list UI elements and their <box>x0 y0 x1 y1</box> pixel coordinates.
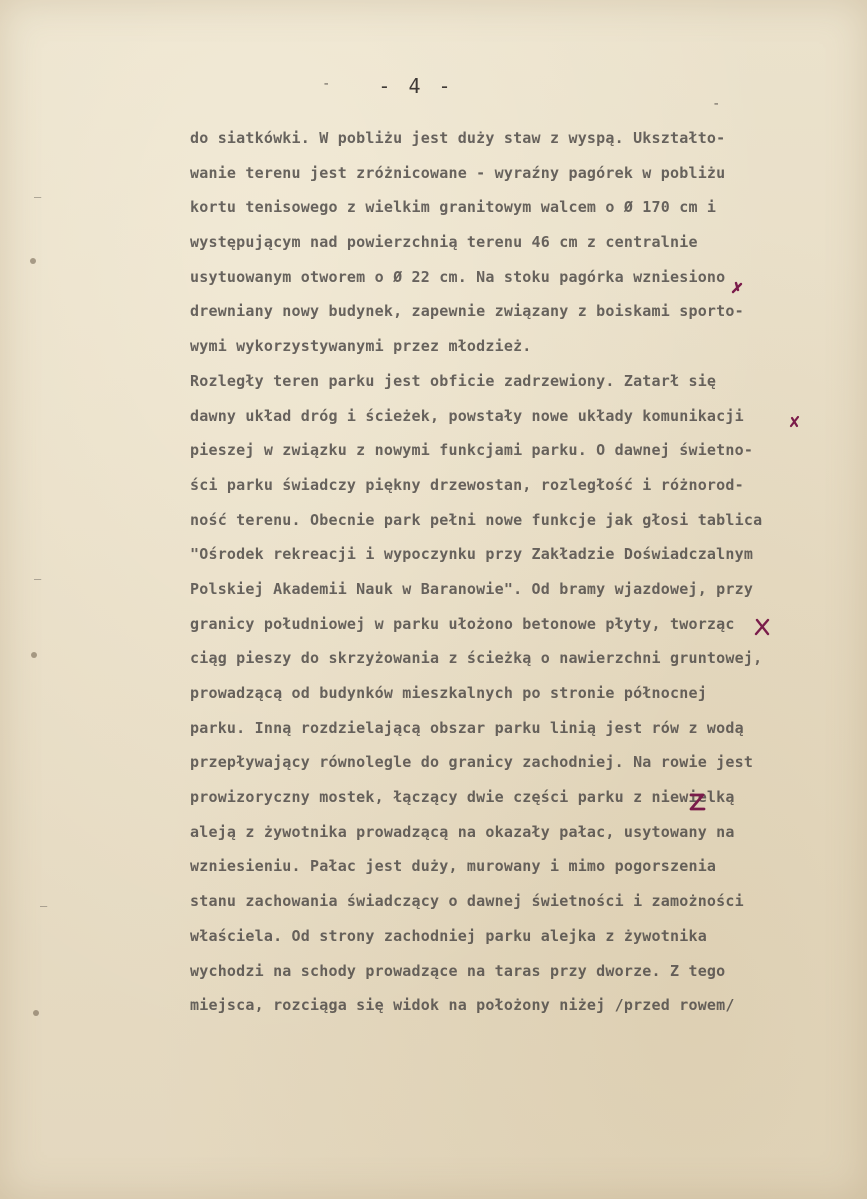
text-line: przepływający równolegle do granicy zachodniej. Na rowie jest <box>190 753 754 772</box>
text-line: wychodzi na schody prowadzące na taras przy dworze. Z tego <box>190 961 726 980</box>
text-line: ści parku świadczy piękny drzewostan, rozległość i różnorod- <box>190 475 744 494</box>
margin-tick: ‾ <box>34 196 42 210</box>
text-line: dawny układ dróg i ścieżek, powstały nowe układy komunikacji <box>190 406 744 425</box>
text-line: Rozległy teren parku jest obficie zadrzewiony. Zatarł się <box>190 371 717 390</box>
text-line: wymi wykorzystywanymi przez młodzież. <box>190 337 532 356</box>
text-line: ność terenu. Obecnie park pełni nowe funkcje jak głosi tablica <box>190 510 763 529</box>
margin-tick: ‾ <box>40 905 48 919</box>
text-line: drewniany nowy budynek, zapewnie związany z boiskami sporto- <box>190 302 744 321</box>
text-line: "Ośrodek rekreacji i wypoczynku przy Zakładzie Doświadczalnym <box>190 545 754 564</box>
text-line: pieszej w związku z nowymi funkcjami parku. O dawnej świetno- <box>190 441 754 460</box>
punch-hole-mark <box>33 1010 39 1016</box>
text-line: parku. Inną rozdzielającą obszar parku linią jest rów z wodą <box>190 718 744 737</box>
text-line: granicy południowej w parku ułożono betonowe płyty, tworząc <box>190 614 735 633</box>
text-line: prowizoryczny mostek, łączący dwie części parku z niewielką <box>190 788 735 807</box>
text-line: wanie terenu jest zróżnicowane - wyraźny pagórek w pobliżu <box>190 163 726 182</box>
text-line: wzniesieniu. Pałac jest duży, murowany i mimo pogorszenia <box>190 857 717 876</box>
text-line: właściela. Od strony zachodniej parku alejka z żywotnika <box>190 926 707 945</box>
body-text <box>190 121 840 1023</box>
text-line: Polskiej Akademii Nauk w Baranowie". Od bramy wjazdowej, przy <box>190 579 754 598</box>
text-line: występującym nad powierzchnią terenu 46 cm z centralnie <box>190 233 698 252</box>
text-line: usytuowanym otworem o Ø 22 cm. Na stoku pagórka wzniesiono <box>190 267 726 286</box>
margin-tick: ‾ <box>34 578 42 592</box>
text-line: do siatkówki. W pobliżu jest duży staw z wyspą. Ukształto- <box>190 129 726 147</box>
page-number: - 4 - <box>378 74 454 98</box>
text-line: ciąg pieszy do skrzyżowania z ścieżką o nawierzchni gruntowej, <box>190 649 763 668</box>
text-line: kortu tenisowego z wielkim granitowym walcem o Ø 170 cm i <box>190 198 717 217</box>
text-line: stanu zachowania świadczący o dawnej świetności i zamożności <box>190 892 744 911</box>
punch-hole-mark <box>31 652 37 658</box>
margin-tick: - <box>712 96 721 112</box>
punch-hole-mark <box>30 258 36 264</box>
text-line: prowadzącą od budynków mieszkalnych po stronie północnej <box>190 684 707 702</box>
margin-tick: - <box>322 76 331 92</box>
text-line: aleją z żywotnika prowadzącą na okazały pałac, usytowany na <box>190 822 735 841</box>
text-line: miejsca, rozciąga się widok na położony niżej /przed rowem/ <box>190 996 735 1015</box>
